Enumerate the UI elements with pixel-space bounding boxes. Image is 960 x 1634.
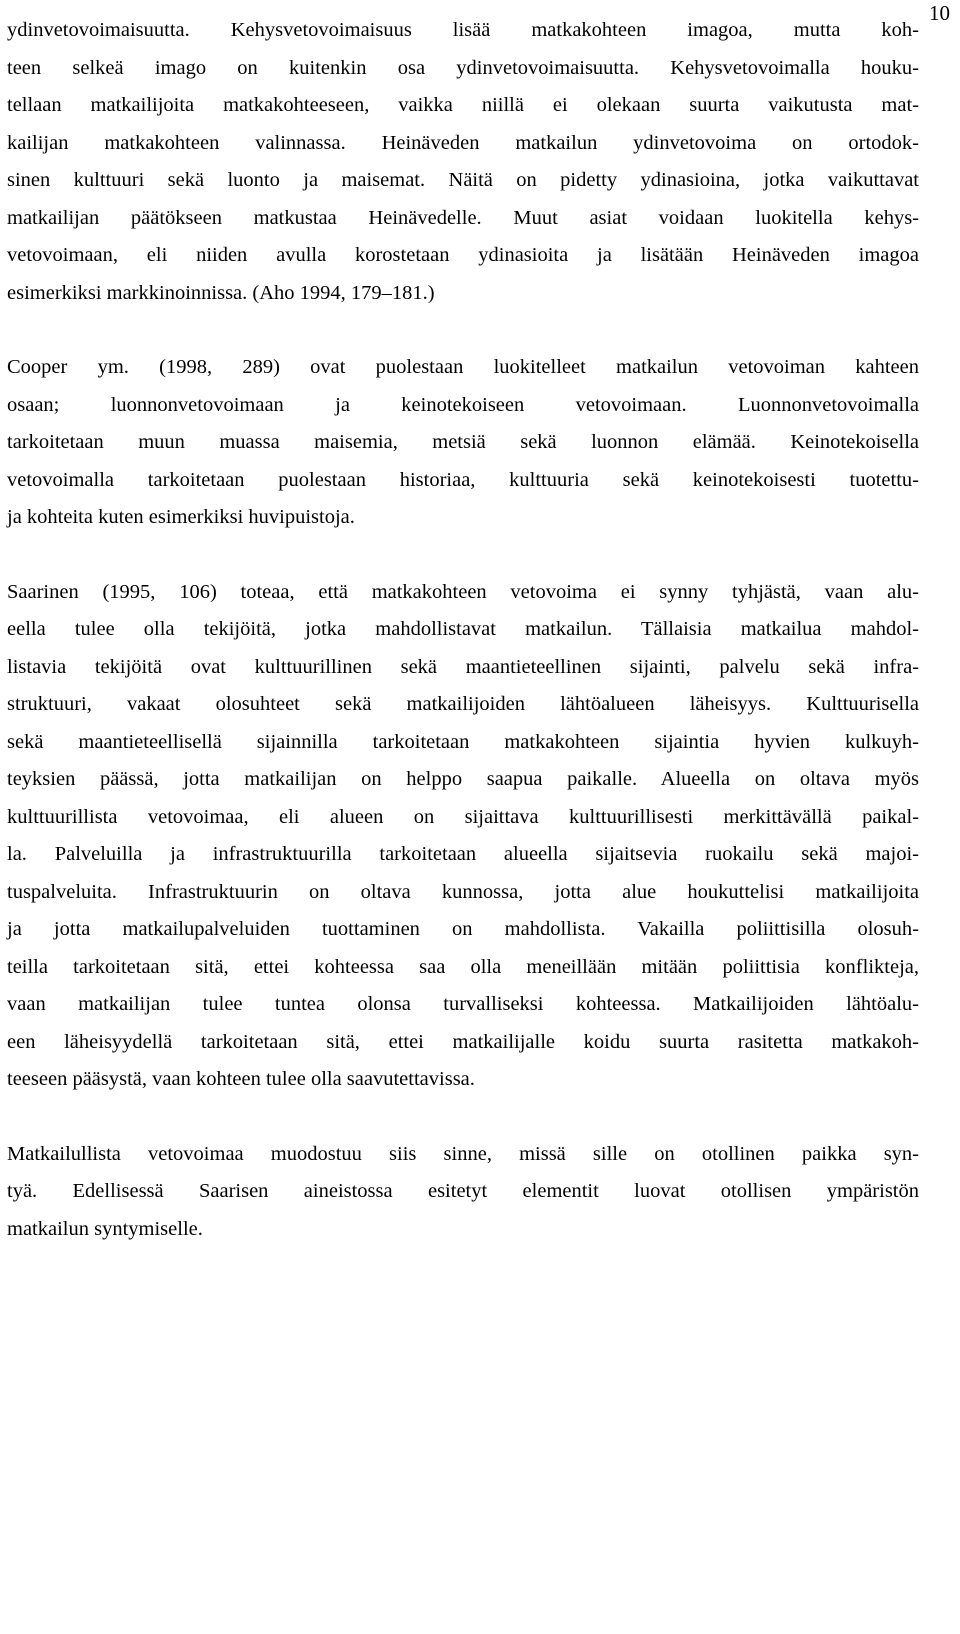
text-line: struktuuri, vakaat olosuhteet sekä matkailijoiden lähtöalueen läheisyys. Kulttuurisella	[7, 693, 919, 715]
text-line: kailijan matkakohteen valinnassa. Heinäveden matkailun ydinvetovoima on ortodok-	[7, 131, 919, 154]
text-line: kulttuurillista vetovoimaa, eli alueen on sijaittava kulttuurillisesti merkittävällä paikal-	[7, 805, 919, 828]
text-line: esimerkiksi markkinoinnissa. (Aho 1994, 179–181.)	[7, 281, 435, 304]
text-line: tyä. Edellisessä Saarisen aineistossa esitetyt elementit luovat otollisen ympäristön	[7, 1180, 919, 1202]
text-line: Matkailullista vetovoimaa muodostuu siis sinne, missä sille on otollinen paikka syn-	[7, 1142, 919, 1165]
text-line: teyksien päässä, jotta matkailijan on helppo saapua paikalle. Alueella on oltava myös	[7, 768, 919, 790]
paragraph-2	[7, 349, 919, 537]
text-line: tuspalveluita. Infrastruktuurin on oltava kunnossa, jotta alue houkuttelisi matkailijoita	[7, 880, 919, 903]
paragraph-1	[7, 12, 919, 312]
text-line: eella tulee olla tekijöitä, jotka mahdollistavat matkailun. Tällaisia matkailua mahdol-	[7, 618, 919, 640]
text-line: matkailijan päätökseen matkustaa Heinävedelle. Muut asiat voidaan luokitella kehys-	[7, 206, 919, 229]
text-line: la. Palveluilla ja infrastruktuurilla tarkoitetaan alueella sijaitsevia ruokailu sekä majoi-	[7, 843, 919, 865]
text-line: vetovoimalla tarkoitetaan puolestaan historiaa, kulttuuria sekä keinotekoisesti tuotettu-	[7, 468, 919, 491]
page-number: 10	[929, 1, 950, 25]
text-line: Cooper ym. (1998, 289) ovat puolestaan luokitelleet matkailun vetovoiman kahteen	[7, 356, 919, 378]
text-line: teilla tarkoitetaan sitä, ettei kohteessa saa olla meneillään mitään poliittisia konflikteja,	[7, 955, 919, 978]
text-line: een läheisyydellä tarkoitetaan sitä, ettei matkailijalle koidu suurta rasitetta matkakoh-	[7, 1030, 919, 1053]
text-line: ydinvetovoimaisuutta. Kehysvetovoimaisuus lisää matkakohteen imagoa, mutta koh-	[7, 19, 919, 41]
document-body	[7, 12, 919, 1248]
paragraph-3	[7, 574, 919, 1099]
text-line: ja kohteita kuten esimerkiksi huvipuistoja.	[7, 506, 355, 528]
text-line: vaan matkailijan tulee tuntea olonsa turvalliseksi kohteessa. Matkailijoiden lähtöalu-	[7, 993, 919, 1015]
text-line: Saarinen (1995, 106) toteaa, että matkakohteen vetovoima ei synny tyhjästä, vaan alu-	[7, 580, 919, 603]
text-line: tarkoitetaan muun muassa maisemia, metsiä sekä luonnon elämää. Keinotekoisella	[7, 431, 919, 453]
text-line: listavia tekijöitä ovat kulttuurillinen sekä maantieteellinen sijainti, palvelu sekä infra-	[7, 655, 919, 678]
paragraph-4	[7, 1136, 919, 1249]
text-line: sekä maantieteellisellä sijainnilla tarkoitetaan matkakohteen sijaintia hyvien kulkuyh-	[7, 730, 919, 753]
text-line: teeseen pääsystä, vaan kohteen tulee olla saavutettavissa.	[7, 1068, 475, 1090]
text-line: ja jotta matkailupalveluiden tuottaminen on mahdollista. Vakailla poliittisilla olosuh-	[7, 918, 919, 940]
text-line: teen selkeä imago on kuitenkin osa ydinvetovoimaisuutta. Kehysvetovoimalla houku-	[7, 56, 919, 79]
text-line: matkailun syntymiselle.	[7, 1217, 203, 1240]
text-line: tellaan matkailijoita matkakohteeseen, vaikka niillä ei olekaan suurta vaikutusta mat-	[7, 94, 919, 116]
text-line: vetovoimaan, eli niiden avulla korostetaan ydinasioita ja lisätään Heinäveden imagoa	[7, 244, 919, 266]
text-line: osaan; luonnonvetovoimaan ja keinotekoiseen vetovoimaan. Luonnonvetovoimalla	[7, 393, 919, 416]
text-line: sinen kulttuuri sekä luonto ja maisemat. Näitä on pidetty ydinasioina, jotka vaikuttavat	[7, 169, 919, 191]
